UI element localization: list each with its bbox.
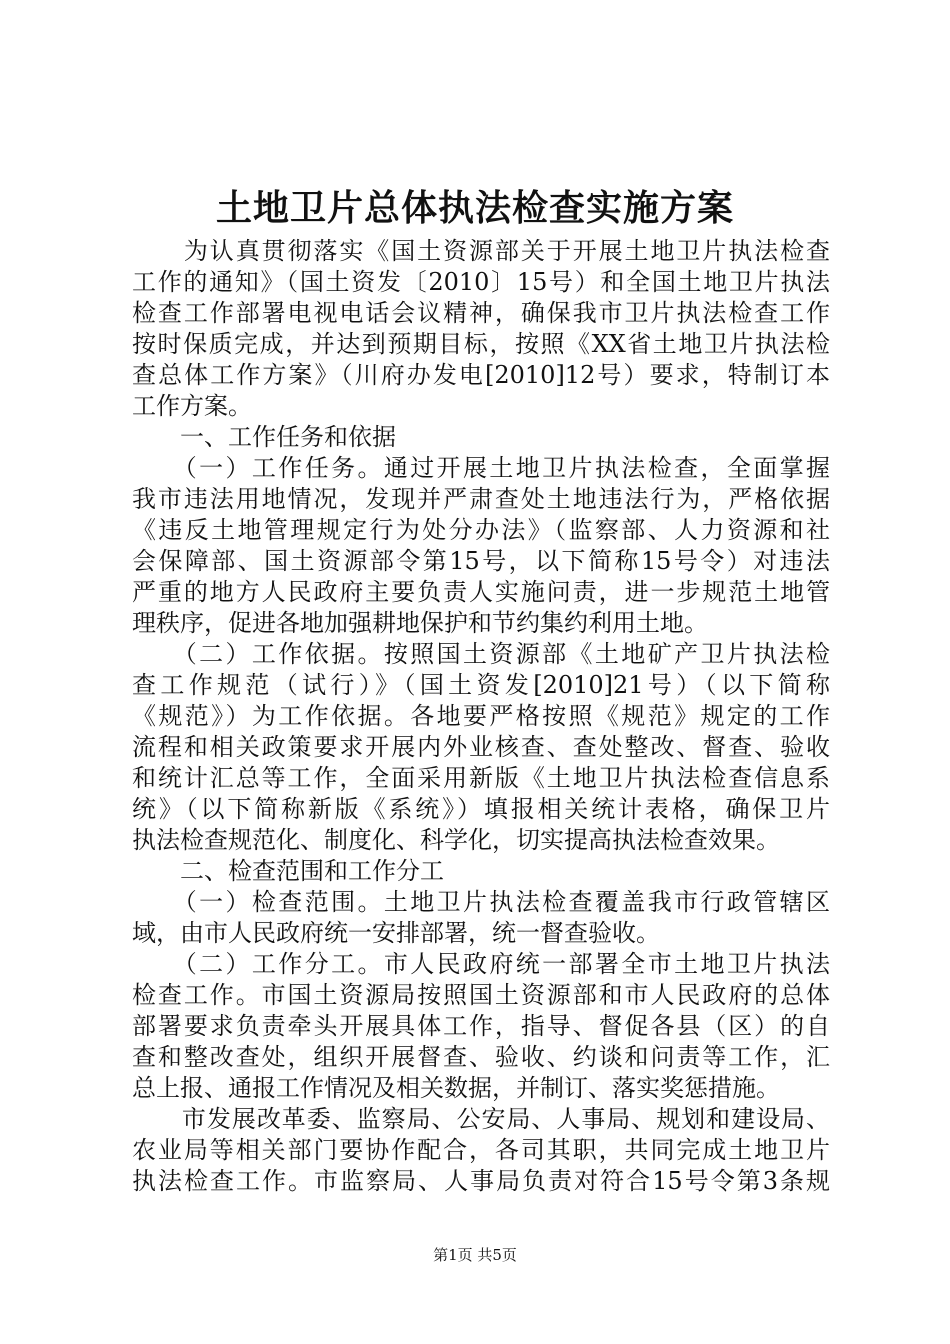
document-title: 土地卫片总体执法检查实施方案 <box>215 187 734 229</box>
body-line: 农业局等相关部门要协作配合，各司其职，共同完成土地卫片 <box>132 1136 830 1164</box>
body-line: （二）工作分工。市人民政府统一部署全市土地卫片执法 <box>132 950 830 978</box>
body-line: 统》（以下简称新版《系统》）填报相关统计表格，确保卫片 <box>132 795 830 823</box>
body-line: 执法检查工作。市监察局、人事局负责对符合15号令第3条规 <box>132 1167 830 1195</box>
body-line: 工作的通知》（国土资发〔2010〕15号）和全国土地卫片执法 <box>132 268 830 296</box>
body-line: 检查工作部署电视电话会议精神，确保我市卫片执法检查工作 <box>132 299 830 327</box>
body-line: 域，由市人民政府统一安排部署，统一督查验收。 <box>132 919 660 947</box>
body-line: 总上报、通报工作情况及相关数据，并制订、落实奖惩措施。 <box>132 1074 780 1102</box>
body-line: 和统计汇总等工作，全面采用新版《土地卫片执法检查信息系 <box>132 764 830 792</box>
body-line: （一）检查范围。土地卫片执法检查覆盖我市行政管辖区 <box>132 888 830 916</box>
body-line: 部署要求负责牵头开展具体工作，指导、督促各县（区）的自 <box>132 1012 830 1040</box>
body-line: 工作方案。 <box>132 392 252 420</box>
body-line: 流程和相关政策要求开展内外业核查、查处整改、督查、验收 <box>132 733 830 761</box>
body-line: 严重的地方人民政府主要负责人实施问责，进一步规范土地管 <box>132 578 830 606</box>
body-line: 为认真贯彻落实《国土资源部关于开展土地卫片执法检查 <box>132 237 830 265</box>
body-line: 《违反土地管理规定行为处分办法》（监察部、人力资源和社 <box>132 516 830 544</box>
body-line: 执法检查规范化、制度化、科学化，切实提高执法检查效果。 <box>132 826 780 854</box>
section-heading: 一、工作任务和依据 <box>132 423 396 451</box>
document-body <box>132 236 830 1197</box>
body-line: 我市违法用地情况，发现并严肃查处土地违法行为，严格依据 <box>132 485 830 513</box>
section-heading: 二、检查范围和工作分工 <box>132 857 444 885</box>
body-line: 《规范》）为工作依据。各地要严格按照《规范》规定的工作 <box>132 702 830 730</box>
body-line: 查工作规范（试行）》（国土资发[2010]21号）（以下简称 <box>132 671 830 699</box>
body-line: （一）工作任务。通过开展土地卫片执法检查，全面掌握 <box>132 454 830 482</box>
body-line: 市发展改革委、监察局、公安局、人事局、规划和建设局、 <box>132 1105 830 1133</box>
body-line: 查和整改查处，组织开展督查、验收、约谈和问责等工作，汇 <box>132 1043 830 1071</box>
page-number: 第1页 共5页 <box>433 1246 517 1264</box>
body-line: 检查工作。市国土资源局按照国土资源部和市人民政府的总体 <box>132 981 830 1009</box>
body-line: 查总体工作方案》（川府办发电[2010]12号）要求，特制订本 <box>132 361 830 389</box>
body-line: 理秩序，促进各地加强耕地保护和节约集约利用土地。 <box>132 609 708 637</box>
body-line: （二）工作依据。按照国土资源部《土地矿产卫片执法检 <box>132 640 830 668</box>
body-line: 按时保质完成，并达到预期目标，按照《XX省土地卫片执法检 <box>132 330 830 358</box>
body-line: 会保障部、国土资源部令第15号，以下简称15号令）对违法 <box>132 547 830 575</box>
